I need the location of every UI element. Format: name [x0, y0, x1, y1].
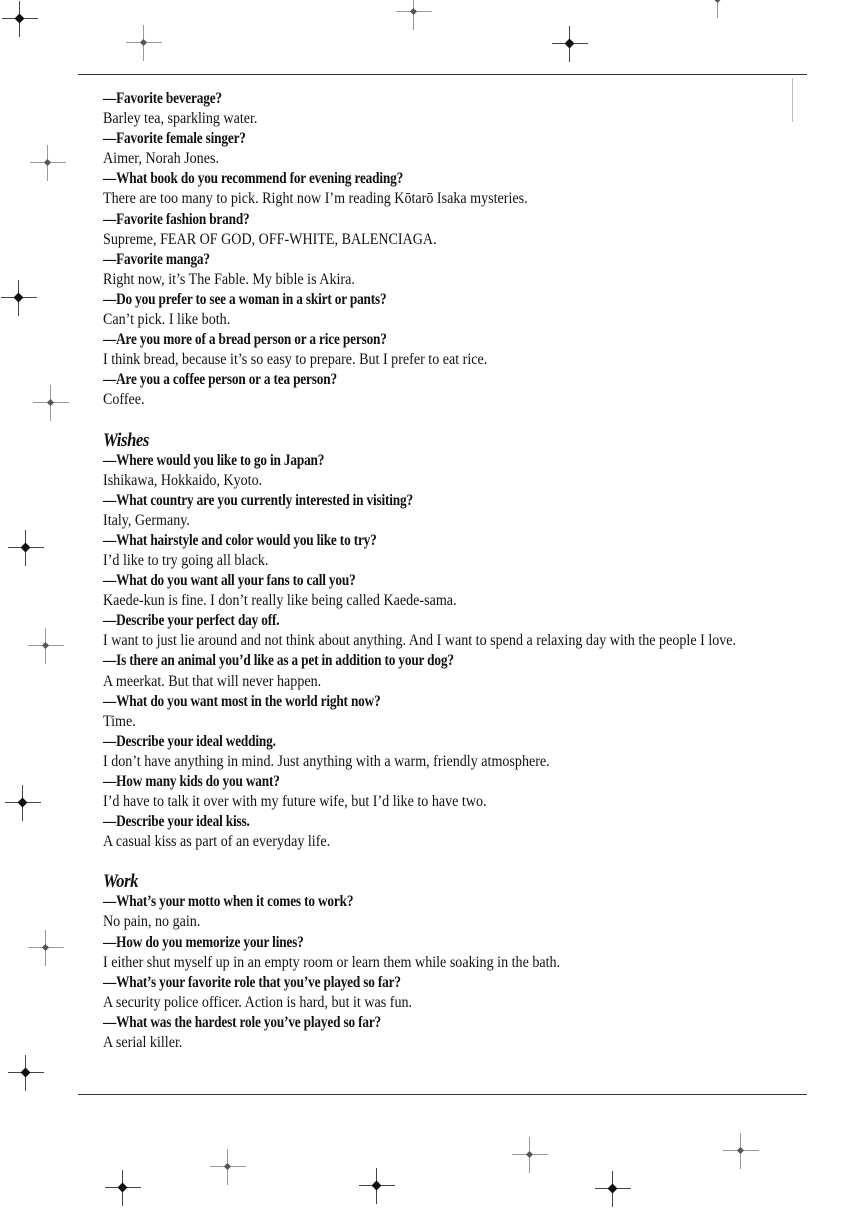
registration-mark-icon — [595, 1171, 631, 1207]
question: —Favorite female singer? — [103, 130, 246, 148]
answer: Can’t pick. I like both. — [103, 311, 231, 329]
answer: I don’t have anything in mind. Just anything with a warm, friendly atmosphere. — [103, 752, 550, 770]
question: —What do you want most in the world right now? — [103, 692, 381, 710]
registration-mark-icon — [28, 930, 64, 966]
registration-mark-icon — [105, 1170, 141, 1206]
registration-mark-icon — [210, 1149, 246, 1185]
answer: Barley tea, sparkling water. — [103, 110, 258, 128]
registration-mark-icon — [8, 530, 44, 566]
registration-mark-icon — [1, 280, 37, 316]
question: —How do you memorize your lines? — [103, 933, 304, 951]
registration-mark-icon — [126, 25, 162, 61]
question: —Describe your ideal kiss. — [103, 813, 250, 831]
answer: I want to just lie around and not think about anything. And I want to spend a relaxing day with the people I love. — [103, 632, 737, 650]
answer: I’d have to talk it over with my future wife, but I’d like to have two. — [103, 793, 487, 811]
answer: I think bread, because it’s so easy to prepare. But I prefer to eat rice. — [103, 351, 488, 369]
answer: Supreme, FEAR OF GOD, OFF-WHITE, BALENCIAGA. — [103, 230, 437, 248]
registration-mark-icon — [552, 26, 588, 62]
registration-mark-icon — [396, 0, 432, 30]
registration-mark-icon — [700, 0, 736, 18]
question: —What book do you recommend for evening reading? — [103, 170, 404, 188]
section-favorites — [103, 89, 803, 411]
question: —What do you want all your fans to call you? — [103, 572, 356, 590]
registration-mark-icon — [28, 628, 64, 664]
answer: A serial killer. — [103, 1034, 183, 1052]
registration-mark-icon — [2, 1, 38, 37]
registration-mark-icon — [723, 1133, 759, 1169]
question: —Are you a coffee person or a tea person? — [103, 371, 337, 389]
section-work — [103, 872, 803, 1053]
registration-mark-icon — [359, 1168, 395, 1204]
answer: Right now, it’s The Fable. My bible is Akira. — [103, 270, 355, 288]
question: —What’s your motto when it comes to work? — [103, 893, 354, 911]
question: —Where would you like to go in Japan? — [103, 451, 325, 469]
question: —Is there an animal you’d like as a pet in addition to your dog? — [103, 652, 454, 670]
question: —What was the hardest role you’ve played so far? — [103, 1013, 382, 1031]
answer: Aimer, Norah Jones. — [103, 150, 219, 168]
registration-mark-icon — [30, 145, 66, 181]
question: —Are you more of a bread person or a rice person? — [103, 331, 387, 349]
question: —What hairstyle and color would you like to try? — [103, 531, 377, 549]
answer: Kaede-kun is fine. I don’t really like being called Kaede-sama. — [103, 592, 457, 610]
answer: Ishikawa, Hokkaido, Kyoto. — [103, 471, 263, 489]
bottom-rule — [78, 1094, 807, 1095]
registration-mark-icon — [512, 1137, 548, 1173]
section-heading: Wishes — [103, 429, 149, 451]
answer: I’d like to try going all black. — [103, 551, 269, 569]
question: —Describe your ideal wedding. — [103, 732, 276, 750]
answer: A security police officer. Action is hard, but it was fun. — [103, 993, 413, 1011]
question: —Do you prefer to see a woman in a skirt or pants? — [103, 290, 387, 308]
answer: A meerkat. But that will never happen. — [103, 672, 322, 690]
answer: Italy, Germany. — [103, 511, 190, 529]
answer: Coffee. — [103, 391, 145, 409]
answer: I either shut myself up in an empty room or learn them while soaking in the bath. — [103, 953, 561, 971]
question: —How many kids do you want? — [103, 773, 280, 790]
section-wishes — [103, 431, 803, 853]
question: —What country are you currently interested in visiting? — [103, 491, 413, 509]
registration-mark-icon — [8, 1055, 44, 1091]
answer: No pain, no gain. — [103, 913, 201, 931]
registration-mark-icon — [5, 785, 41, 821]
answer: A casual kiss as part of an everyday life. — [103, 833, 331, 851]
question: —What’s your favorite role that you’ve played so far? — [103, 973, 401, 991]
section-heading: Work — [103, 871, 139, 893]
question: —Favorite beverage? — [103, 90, 222, 107]
registration-mark-icon — [33, 385, 69, 421]
answer: Time. — [103, 712, 136, 730]
question: —Favorite manga? — [103, 250, 210, 268]
question: —Describe your perfect day off. — [103, 612, 280, 630]
top-rule — [78, 74, 807, 75]
answer: There are too many to pick. Right now I’m reading Kōtarō Isaka mysteries. — [103, 190, 528, 208]
question: —Favorite fashion brand? — [103, 210, 250, 228]
interview-content — [103, 89, 803, 1053]
